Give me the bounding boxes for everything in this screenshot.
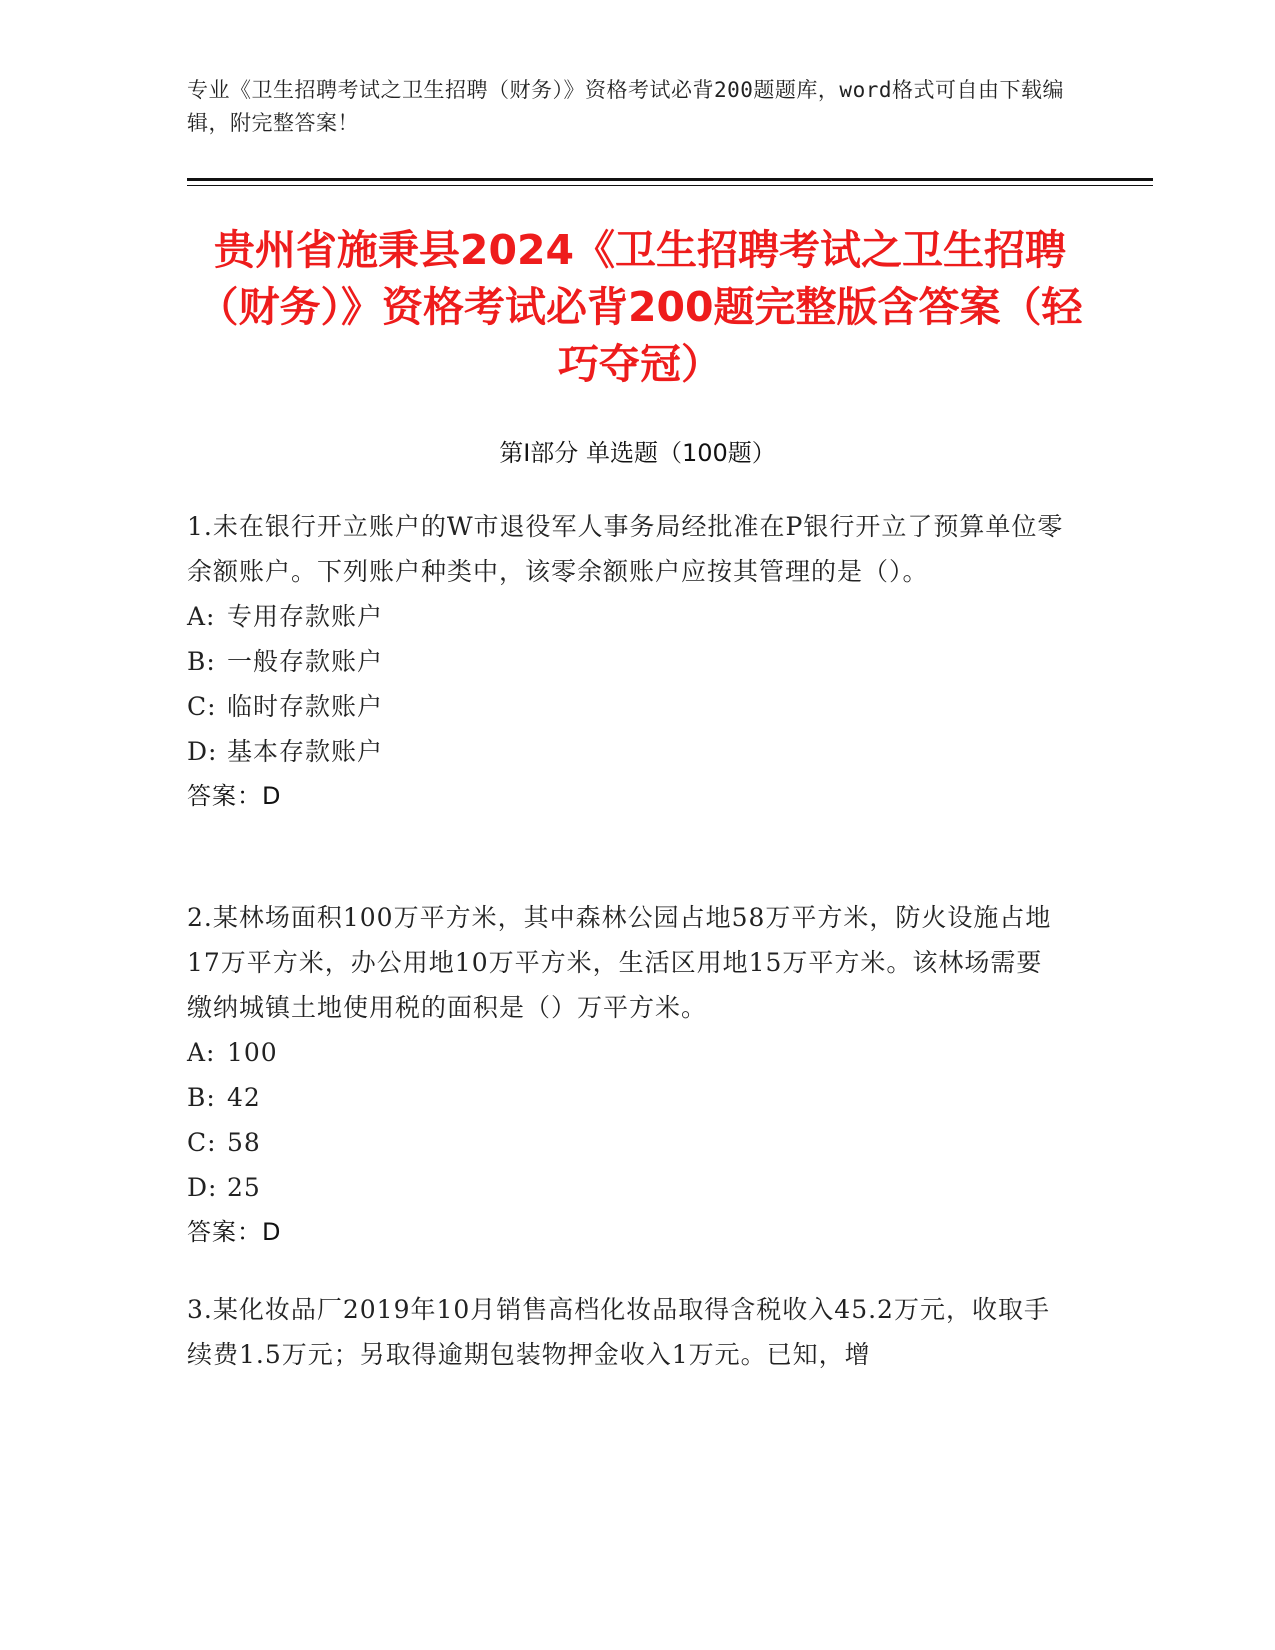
option-value: 基本存款账户	[227, 737, 384, 766]
option-key: B:	[187, 1083, 216, 1112]
option-d	[187, 729, 1067, 774]
header-divider-thick	[187, 178, 1153, 181]
question-1	[187, 504, 1067, 819]
document-title: 贵州省施秉县2024《卫生招聘考试之卫生招聘（财务）》资格考试必背200题完整版含答案（轻巧夺冠）	[197, 226, 1083, 388]
option-key: D:	[187, 1173, 218, 1202]
option-key: C:	[187, 692, 217, 721]
option-key: C:	[187, 1128, 217, 1157]
question-text: 2.某林场面积100万平方米，其中森林公园占地58万平方米，防火设施占地17万平方米，办公用地10万平方米，生活区用地15万平方米。该林场需要缴纳城镇土地使用税的面积是（）万平方米。	[187, 903, 1052, 1022]
option-key: B:	[187, 647, 216, 676]
option-a	[187, 1030, 1067, 1075]
question-text: 3.某化妆品厂2019年10月销售高档化妆品取得含税收入45.2万元，收取手续费1.5万元；另取得逾期包装物押金收入1万元。已知，增	[187, 1295, 1050, 1369]
section-heading: 第Ⅰ部分 单选题（100题）	[499, 439, 776, 467]
option-key: D:	[187, 737, 218, 766]
option-value: 25	[227, 1173, 261, 1202]
option-value: 58	[227, 1128, 261, 1157]
header-divider-thin	[187, 185, 1153, 186]
header-note: 专业《卫生招聘考试之卫生招聘（财务）》资格考试必背200题题库，word格式可自由下载编辑，附完整答案！	[187, 78, 1064, 135]
option-a	[187, 594, 1067, 639]
option-value: 临时存款账户	[227, 692, 384, 721]
answer: 答案：D	[187, 782, 282, 810]
answer: 答案：D	[187, 1218, 282, 1246]
option-c	[187, 684, 1067, 729]
question-text: 1.未在银行开立账户的W市退役军人事务局经批准在P银行开立了预算单位零余额账户。下列账户种类中，该零余额账户应按其管理的是（）。	[187, 512, 1064, 586]
option-value: 42	[227, 1083, 261, 1112]
option-value: 100	[227, 1038, 278, 1067]
question-3	[187, 1287, 1067, 1377]
option-b	[187, 1075, 1067, 1120]
option-value: 一般存款账户	[227, 647, 384, 676]
option-c	[187, 1120, 1067, 1165]
question-2	[187, 895, 1067, 1255]
option-d	[187, 1165, 1067, 1210]
option-value: 专用存款账户	[227, 602, 384, 631]
option-b	[187, 639, 1067, 684]
option-key: A:	[187, 1038, 216, 1067]
option-key: A:	[187, 602, 216, 631]
